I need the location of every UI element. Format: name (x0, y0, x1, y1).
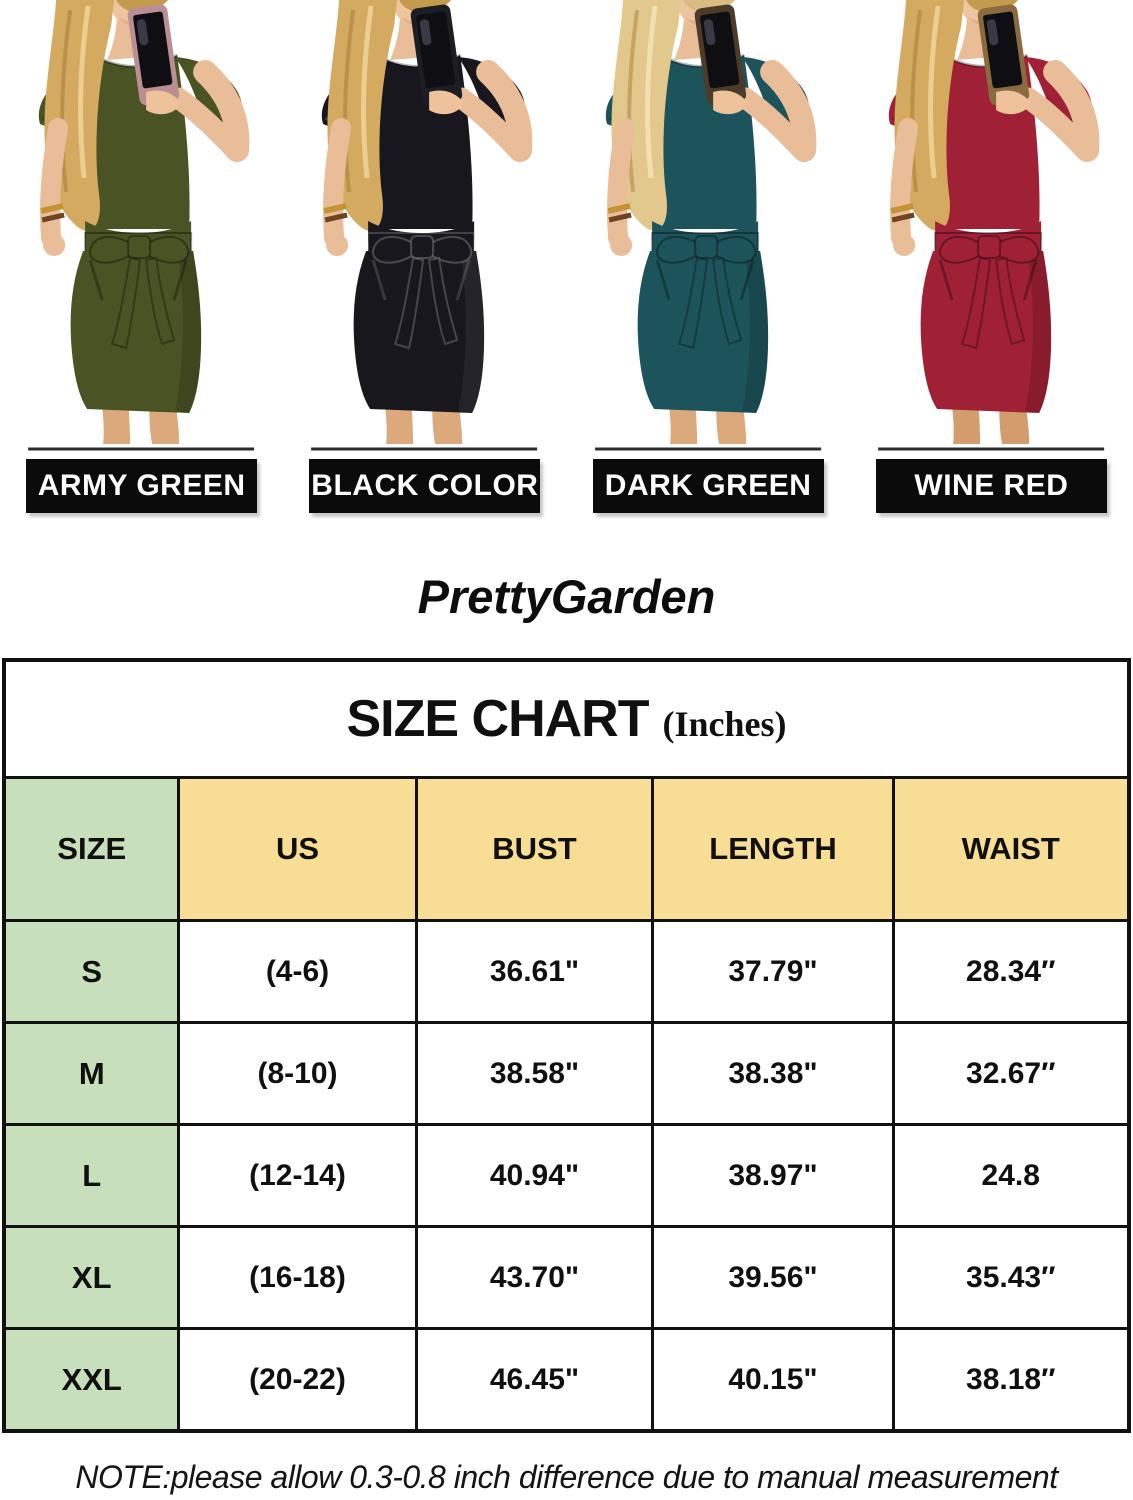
col-header-size: SIZE (4, 778, 178, 921)
size-chart-header-row (4, 778, 1128, 921)
cell-us: (12-14) (178, 1125, 416, 1227)
size-chart-title-row (4, 660, 1128, 778)
size-row-l (4, 1125, 1128, 1227)
cell-us: (20-22) (178, 1329, 416, 1432)
woman-in-dress-illustration (0, 0, 283, 455)
cell-waist: 32.67″ (893, 1023, 1128, 1125)
size-chart-title-main: SIZE CHART (346, 690, 649, 748)
col-header-length: LENGTH (652, 778, 893, 921)
col-header-us: US (178, 778, 416, 921)
right-arm (745, 72, 804, 150)
cell-bust: 46.45" (416, 1329, 652, 1432)
col-header-waist: WAIST (893, 778, 1128, 921)
cell-bust: 38.58" (416, 1023, 652, 1125)
right-arm (178, 72, 237, 150)
cell-us: (8-10) (178, 1023, 416, 1125)
woman-in-dress-illustration (283, 0, 566, 455)
brand-name: PrettyGarden (417, 570, 716, 623)
product-photo-wine-red (850, 0, 1133, 455)
size-chart-title-unit: (Inches) (662, 704, 787, 744)
cell-size: S (4, 921, 178, 1023)
cell-waist: 35.43″ (893, 1227, 1128, 1329)
cell-size: M (4, 1023, 178, 1125)
size-row-xl (4, 1227, 1128, 1329)
cell-length: 40.15" (652, 1329, 893, 1432)
color-label-dark-green: DARK GREEN (593, 459, 824, 513)
cell-length: 38.38" (652, 1023, 893, 1125)
cell-bust: 43.70" (416, 1227, 652, 1329)
color-label-wine-red: WINE RED (876, 459, 1107, 513)
cell-length: 38.97" (652, 1125, 893, 1227)
size-chart-title (4, 660, 1128, 778)
product-photos (0, 0, 1133, 455)
product-photo-dark-green (567, 0, 850, 455)
cell-size: XL (4, 1227, 178, 1329)
cell-waist: 28.34″ (893, 921, 1128, 1023)
cell-waist: 38.18″ (893, 1329, 1128, 1432)
color-label-army-green: ARMY GREEN (26, 459, 257, 513)
cell-size: XXL (4, 1329, 178, 1432)
cell-waist: 24.8 (893, 1125, 1128, 1227)
cell-size: L (4, 1125, 178, 1227)
size-row-m (4, 1023, 1128, 1125)
cell-length: 37.79" (652, 921, 893, 1023)
cell-bust: 36.61" (416, 921, 652, 1023)
right-arm (461, 72, 520, 150)
size-row-s (4, 921, 1128, 1023)
color-labels (0, 458, 1133, 513)
cell-us: (4-6) (178, 921, 416, 1023)
color-label-black: BLACK COLOR (309, 459, 540, 513)
product-photo-army-green (0, 0, 283, 455)
product-photo-black (283, 0, 566, 455)
cell-bust: 40.94" (416, 1125, 652, 1227)
cell-length: 39.56" (652, 1227, 893, 1329)
right-arm (1028, 72, 1087, 150)
size-chart-table (2, 658, 1130, 1433)
woman-in-dress-illustration (567, 0, 850, 455)
measurement-note: NOTE:please allow 0.3-0.8 inch difference due to manual measurement (75, 1459, 1058, 1495)
size-row-xxl (4, 1329, 1128, 1432)
woman-in-dress-illustration (850, 0, 1133, 455)
cell-us: (16-18) (178, 1227, 416, 1329)
col-header-bust: BUST (416, 778, 652, 921)
